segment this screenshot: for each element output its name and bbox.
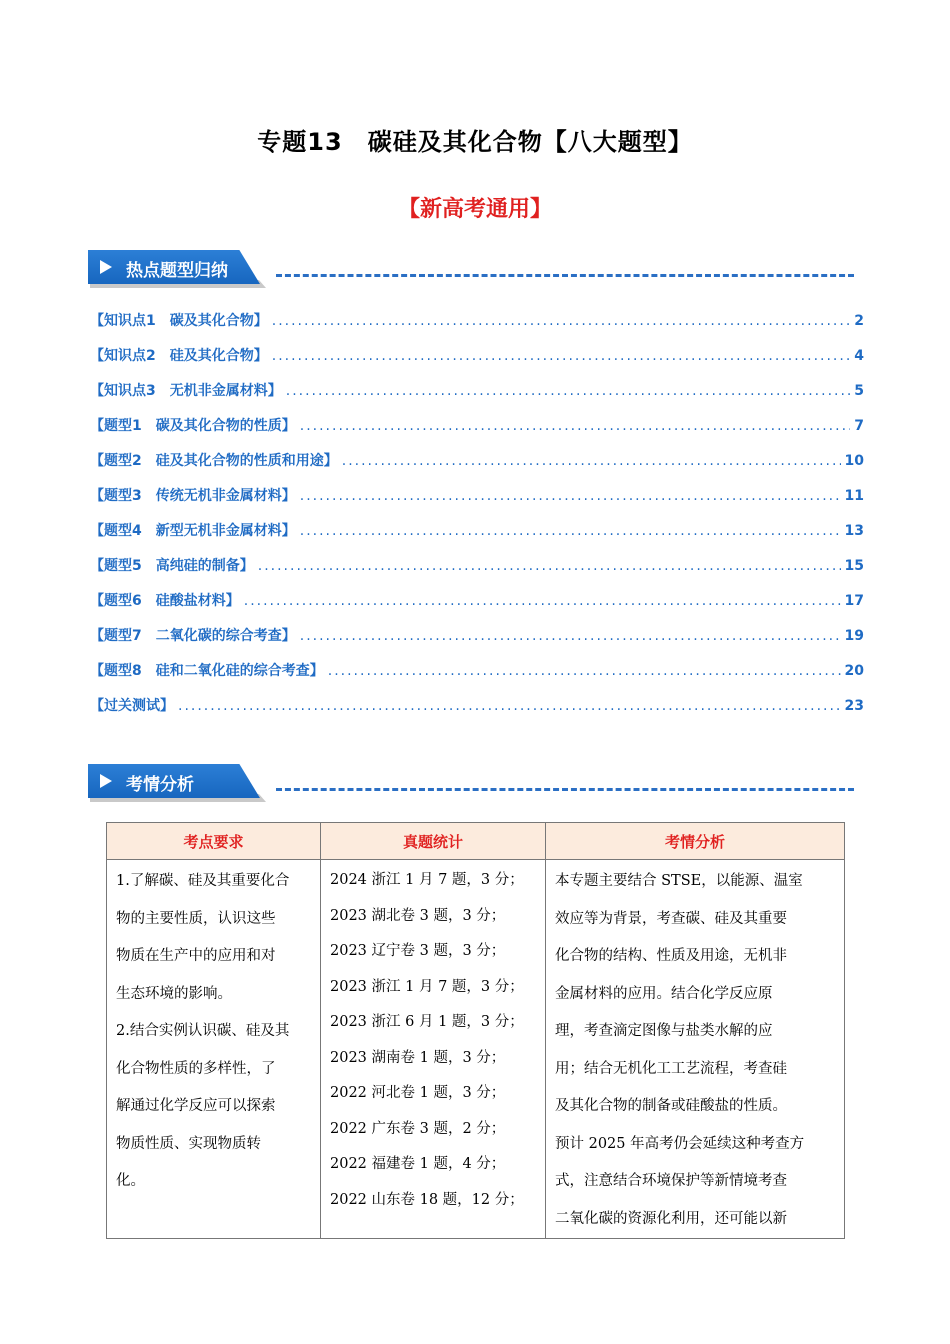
toc-item-page: 2 — [854, 313, 864, 329]
cell-line: 2023 浙江 1 月 7 题，3 分； — [330, 978, 524, 995]
toc-item-page: 11 — [844, 488, 864, 504]
cell-line: 2023 浙江 6 月 1 题，3 分； — [330, 1014, 524, 1030]
toc-item-label: 【题型5 高纯硅的制备】 — [90, 558, 254, 574]
cell-line: 化合物性质的多样性，了 — [116, 1060, 276, 1077]
toc-item-label: 【知识点1 碳及其化合物】 — [90, 313, 268, 329]
toc-item-label: 【题型3 传统无机非金属材料】 — [90, 488, 296, 504]
toc-item[interactable] — [90, 310, 864, 345]
toc-item[interactable] — [90, 695, 864, 730]
cell-line: 物质在生产中的应用和对 — [116, 948, 276, 964]
toc-leader-dots — [272, 313, 851, 329]
cell-line: 2022 广东卷 3 题，2 分； — [330, 1120, 506, 1137]
analysis-cell — [546, 860, 845, 1239]
cell-line: 解通过化学反应可以探索 — [116, 1098, 276, 1114]
table-header-cell: 考点要求 — [107, 823, 321, 860]
toc-leader-dots — [300, 523, 841, 539]
cell-line: 物的主要性质，认识这些 — [116, 910, 276, 927]
table-header-cell: 考情分析 — [546, 823, 845, 860]
cell-line: 生态环境的影响。 — [116, 985, 232, 1002]
toc-leader-dots — [328, 663, 841, 679]
toc-leader-dots — [272, 348, 851, 364]
cell-line: 物质性质、实现物质转 — [116, 1135, 261, 1152]
toc-item-label: 【知识点2 硅及其化合物】 — [90, 348, 268, 364]
toc-leader-dots — [300, 628, 841, 644]
cell-line: 2023 湖北卷 3 题，3 分； — [330, 907, 506, 924]
toc-item[interactable] — [90, 555, 864, 590]
cell-line: 2024 浙江 1 月 7 题，3 分； — [330, 872, 524, 888]
cell-line: 理，考查滴定图像与盐类水解的应 — [555, 1023, 773, 1039]
toc-item[interactable] — [90, 380, 864, 415]
cell-line: 式，注意结合环境保护等新情境考查 — [555, 1173, 787, 1189]
toc-item[interactable] — [90, 345, 864, 380]
play-triangle-icon — [100, 774, 112, 788]
toc-leader-dots — [300, 418, 851, 434]
exam-analysis-table — [106, 822, 845, 1239]
toc-item-page: 5 — [854, 383, 864, 399]
cell-line: 效应等为背景，考查碳、硅及其重要 — [555, 910, 787, 927]
dashed-divider — [276, 274, 854, 277]
cell-line: 2022 福建卷 1 题，4 分； — [330, 1156, 506, 1172]
toc-item-page: 19 — [844, 628, 864, 644]
statistics-cell — [321, 860, 546, 1239]
table-row — [107, 860, 845, 1239]
toc-item-page: 20 — [844, 663, 864, 679]
section-title-hot-topics: 热点题型归纳 — [126, 261, 228, 281]
toc-item[interactable] — [90, 520, 864, 555]
toc-leader-dots — [178, 698, 841, 714]
cell-line: 2.结合实例认识碳、硅及其 — [116, 1023, 290, 1039]
toc-item-label: 【题型2 硅及其化合物的性质和用途】 — [90, 453, 338, 469]
play-triangle-icon — [100, 260, 112, 274]
section-title-exam-analysis: 考情分析 — [126, 775, 194, 795]
cell-line: 本专题主要结合 STSE，以能源、温室 — [555, 873, 803, 889]
toc-leader-dots — [286, 383, 851, 399]
toc-item-page: 23 — [844, 698, 864, 714]
section-banner-exam-analysis — [88, 764, 858, 806]
toc-item[interactable] — [90, 485, 864, 520]
toc-item[interactable] — [90, 625, 864, 660]
toc-item-page: 4 — [854, 348, 864, 364]
toc-item-label: 【题型6 硅酸盐材料】 — [90, 593, 240, 609]
requirements-cell — [107, 860, 321, 1239]
cell-line: 2022 山东卷 18 题，12 分； — [330, 1191, 524, 1208]
document-title: 专题13 碳硅及其化合物【八大题型】 — [257, 128, 693, 156]
cell-line: 金属材料的应用。结合化学反应原 — [555, 985, 773, 1002]
toc-item-page: 13 — [844, 523, 864, 539]
toc-item-page: 17 — [844, 593, 864, 609]
toc-item[interactable] — [90, 450, 864, 485]
table-header-cell: 真题统计 — [321, 823, 546, 860]
cell-line: 及其化合物的制备或硅酸盐的性质。 — [555, 1098, 787, 1114]
document-subtitle: 【新高考通用】 — [397, 197, 552, 222]
toc-item-label: 【知识点3 无机非金属材料】 — [90, 383, 282, 399]
cell-line: 二氧化碳的资源化利用，还可能以新 — [555, 1210, 787, 1227]
toc-leader-dots — [342, 453, 841, 469]
toc-item-label: 【题型1 碳及其化合物的性质】 — [90, 418, 296, 434]
toc-item-page: 7 — [854, 418, 864, 434]
cell-line: 2022 河北卷 1 题，3 分； — [330, 1085, 506, 1101]
toc-item-label: 【题型8 硅和二氧化硅的综合考查】 — [90, 663, 324, 679]
cell-line: 2023 辽宁卷 3 题，3 分； — [330, 943, 506, 959]
toc-item-label: 【题型4 新型无机非金属材料】 — [90, 523, 296, 539]
cell-line: 化。 — [116, 1173, 145, 1189]
cell-line: 预计 2025 年高考仍会延续这种考查方 — [555, 1135, 805, 1152]
toc-item[interactable] — [90, 660, 864, 695]
dashed-divider — [276, 788, 854, 791]
toc-leader-dots — [300, 488, 841, 504]
cell-line: 2023 湖南卷 1 题，3 分； — [330, 1049, 506, 1066]
toc-item-page: 15 — [844, 558, 864, 574]
toc-item-label: 【过关测试】 — [90, 698, 174, 714]
section-banner-hot-topics — [88, 250, 858, 292]
toc-item-page: 10 — [844, 453, 864, 469]
table-header-row — [107, 823, 845, 860]
toc-item[interactable] — [90, 590, 864, 625]
cell-line: 1.了解碳、硅及其重要化合 — [116, 873, 290, 889]
toc-item[interactable] — [90, 415, 864, 450]
toc-leader-dots — [244, 593, 841, 609]
toc-item-label: 【题型7 二氧化碳的综合考查】 — [90, 628, 296, 644]
toc-leader-dots — [258, 558, 841, 574]
table-of-contents — [90, 310, 864, 730]
cell-line: 用；结合无机化工工艺流程，考查硅 — [555, 1060, 787, 1077]
cell-line: 化合物的结构、性质及用途，无机非 — [555, 948, 787, 964]
